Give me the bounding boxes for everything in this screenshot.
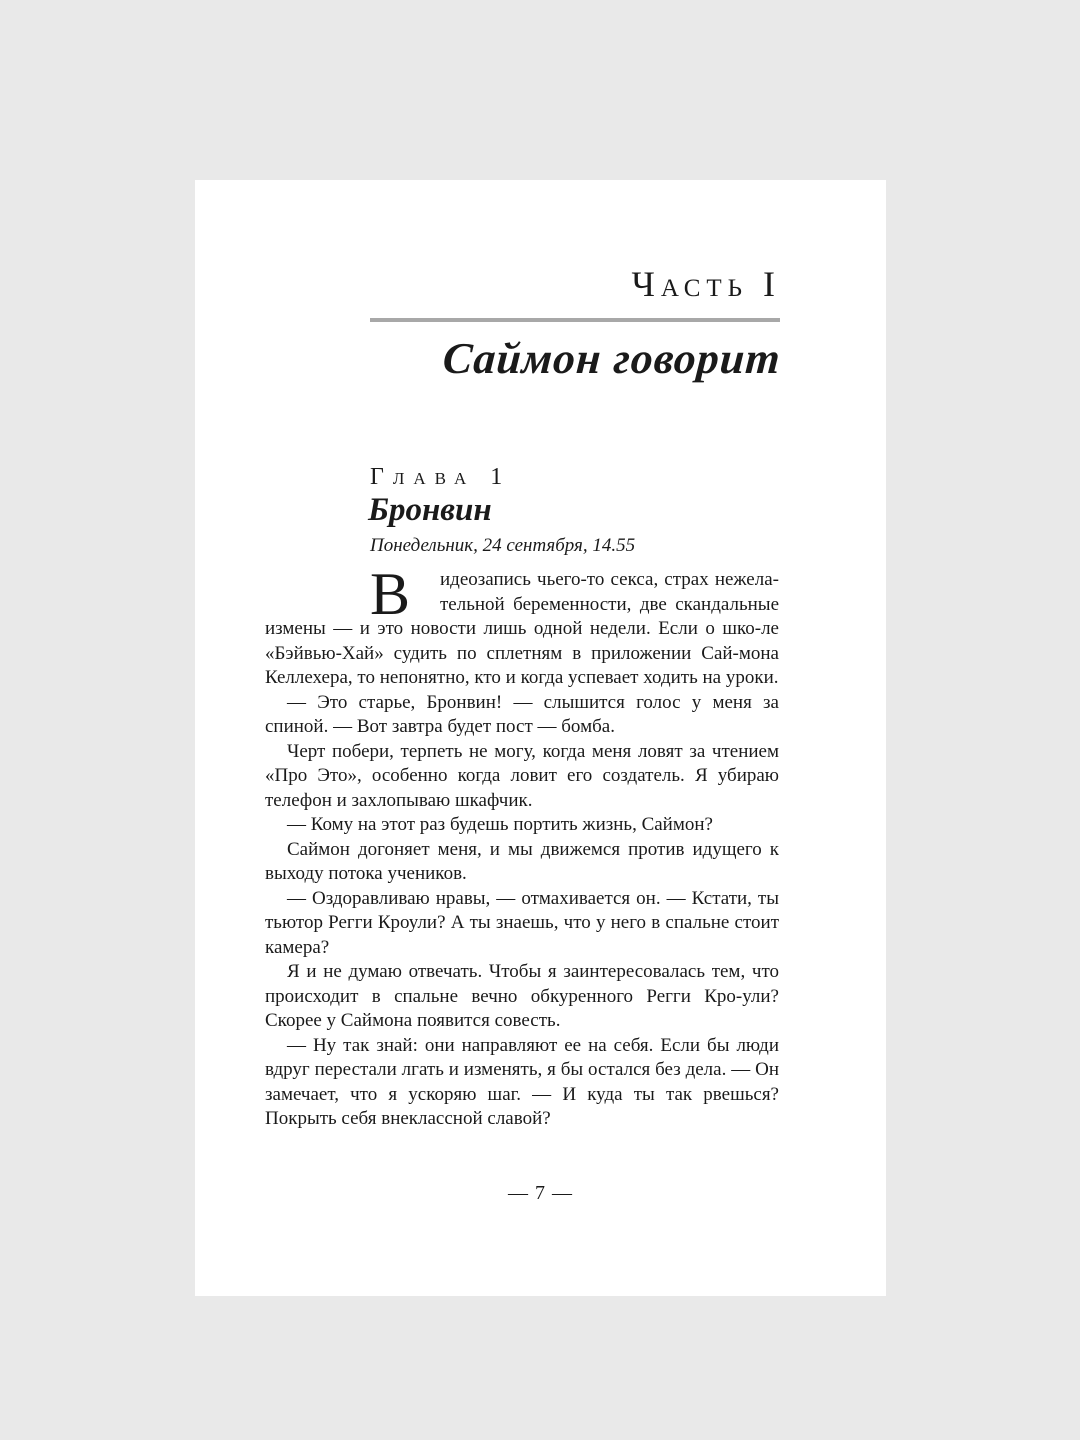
paragraph: Я и не думаю отвечать. Чтобы я заинтересовалась тем, что происходит в спальне вечно обкуренного Регги Кро-ули? Скорее у Саймона появится совесть. — [265, 961, 779, 1031]
first-line-1: идеозапись чьего-то секса, страх нежела- — [440, 569, 779, 590]
paragraph: — Кому на этот раз будешь портить жизнь, Саймон? — [287, 814, 713, 835]
body-text — [265, 561, 779, 1132]
part-title: Саймон говорит — [441, 334, 783, 383]
drop-cap: В — [370, 561, 411, 627]
paragraph: Саймон догоняет меня, и мы движемся против идущего к выходу потока учеников. — [265, 838, 779, 884]
page-number: — 7 — — [508, 1182, 573, 1204]
part-label: Часть I — [631, 264, 781, 304]
first-line-2: тельной беременности, две скандальные — [440, 593, 779, 615]
part-divider — [370, 318, 780, 322]
paragraph: — Оздоравливаю нравы, — отмахивается он. — Кстати, ты тьютор Регги Кроули? А ты знаешь, что у него в спальне стоит камера? — [265, 887, 779, 958]
chapter-date: Понедельник, 24 сентября, 14.55 — [370, 535, 636, 556]
paragraph: — Это старье, Бронвин! — слышится голос у меня за спиной. — Вот завтра будет пост — бомба. — [265, 691, 779, 737]
book-page — [195, 180, 886, 1296]
paragraph: Черт побери, терпеть не могу, когда меня ловят за чтением «Про Это», особенно когда ловит его создатель. Я убираю телефон и захлопываю шкафчик. — [265, 740, 779, 811]
chapter-title: Бронвин — [368, 492, 492, 528]
chapter-label: Глава 1 — [370, 464, 512, 490]
paragraph: — Ну так знай: они направляют ее на себя. Если бы люди вдруг перестали лгать и изменять, я бы остался без дела. — Он замечает, что я ускоряю шаг. — И куда ты так рвешься? Покрыть себя внеклассной славой? — [265, 1034, 779, 1129]
first-paragraph-rest: измены — и это новости лишь одной недели. Если о шко-ле «Бэйвью-Хай» судить по сплетням в приложении Сай-мона Келлехера, то непонятно, кто и когда успевает ходить на уроки. — [265, 618, 779, 688]
